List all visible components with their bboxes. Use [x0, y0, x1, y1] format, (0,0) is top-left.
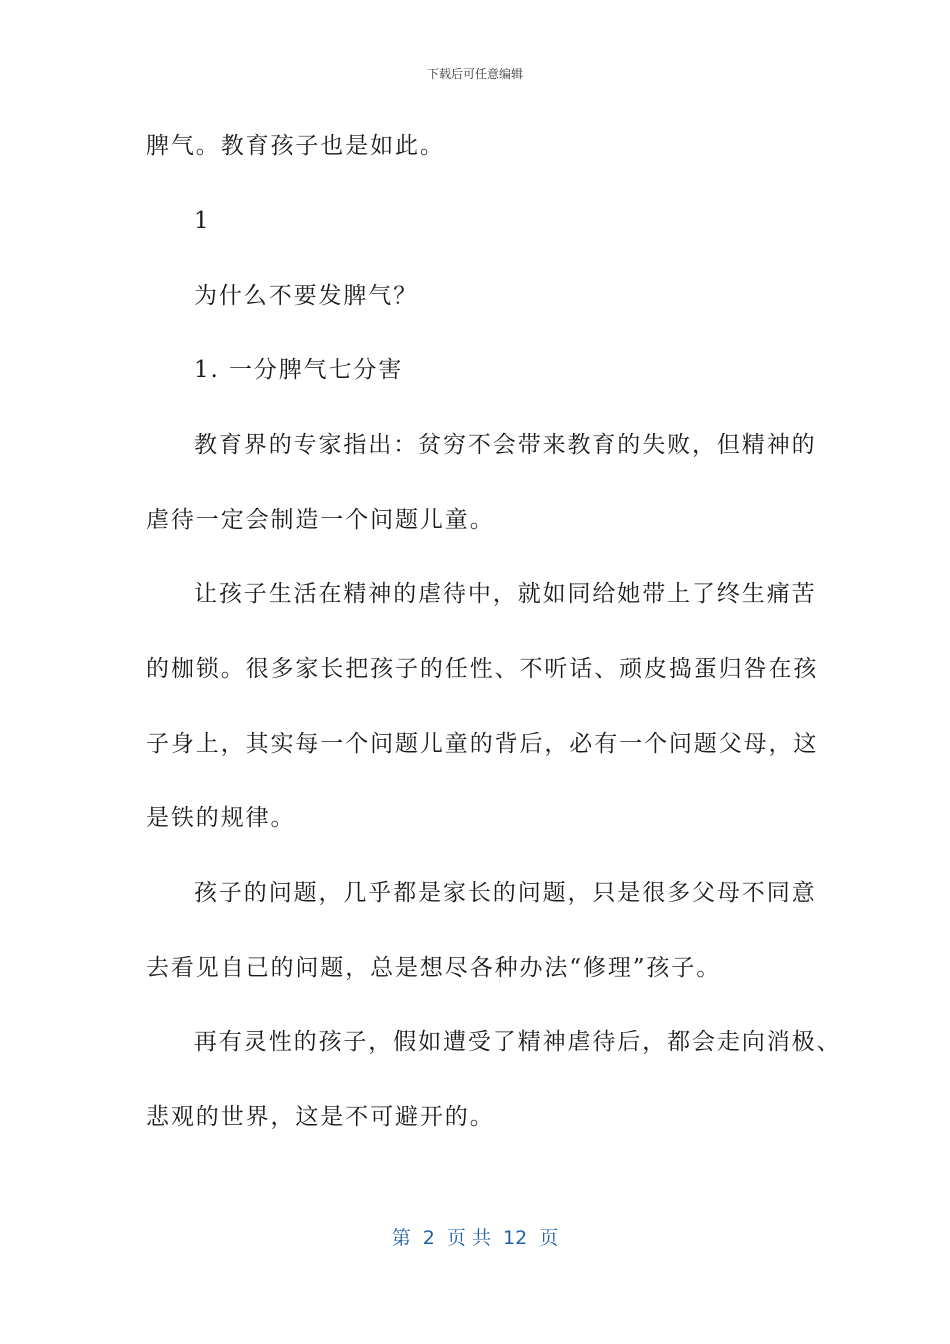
subsection-heading: 1. 一分脾气七分害: [194, 357, 404, 383]
text-line: 的枷锁。很多家长把孩子的任性、不听话、顽皮捣蛋归咎在孩: [146, 656, 819, 682]
section-number: 1: [194, 208, 211, 234]
text-line: 去看见自己的问题，总是想尽各种办法“修理”孩子。: [146, 955, 722, 981]
text-line: 让孩子生活在精神的虐待中，就如同给她带上了终生痛苦: [194, 581, 817, 607]
text-line: 再有灵性的孩子，假如遭受了精神虐待后，都会走向消极、: [194, 1029, 842, 1055]
text-line: 脾气。教育孩子也是如此。: [146, 133, 445, 159]
page-header: 下载后可任意编辑: [426, 67, 523, 81]
text-line: 子身上，其实每一个问题儿童的背后，必有一个问题父母，这: [146, 731, 819, 757]
text-line: 孩子的问题，几乎都是家长的问题，只是很多父母不同意: [194, 880, 817, 906]
text-line: 教育界的专家指出：贫穷不会带来教育的失败，但精神的: [194, 432, 817, 458]
section-heading: 为什么不要发脾气？: [194, 283, 419, 309]
text-line: 是铁的规律。: [146, 805, 296, 831]
page-number-footer: 第 2 页 共 12 页: [391, 1227, 559, 1249]
text-line: 虐待一定会制造一个问题儿童。: [146, 507, 495, 533]
text-line: 悲观的世界，这是不可避开的。: [146, 1104, 495, 1130]
